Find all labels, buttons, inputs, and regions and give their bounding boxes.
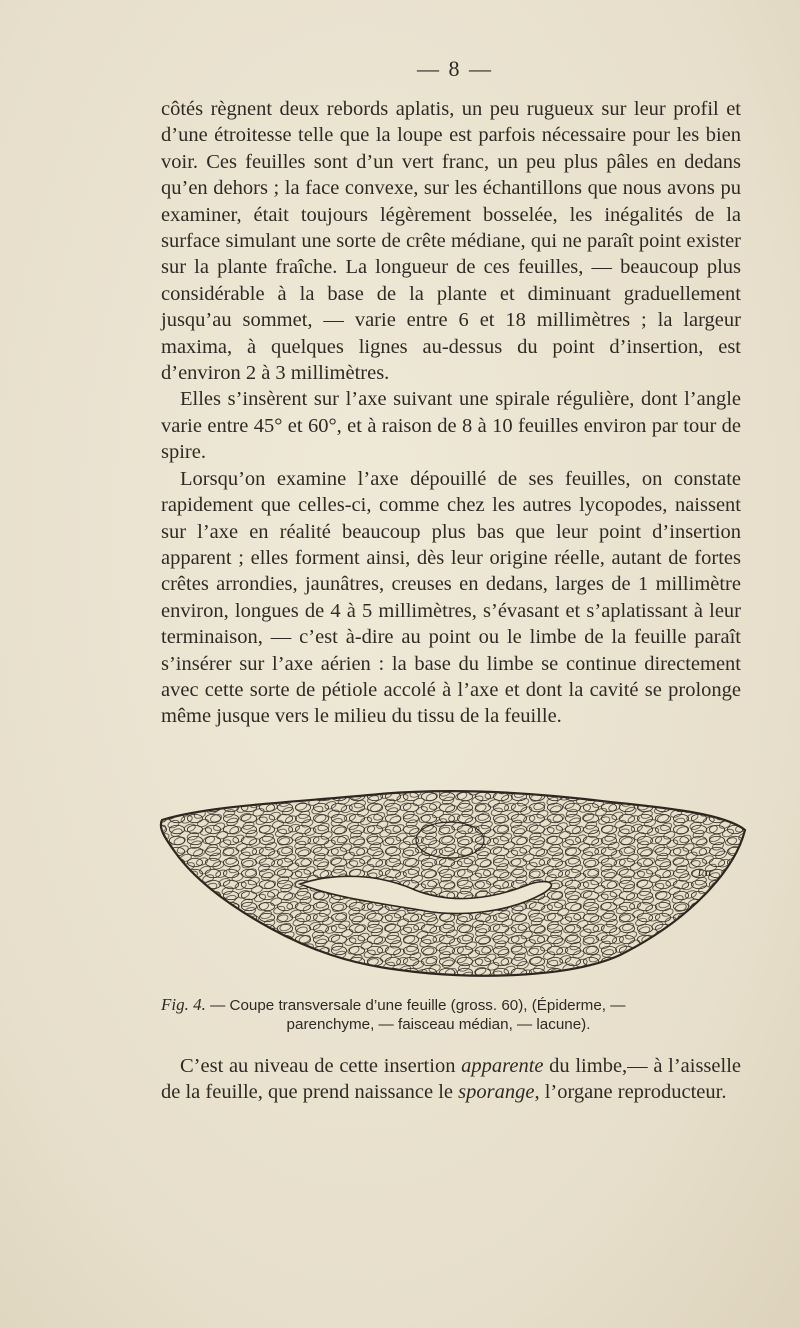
- paragraph-4-emphasis-apparente: apparente: [461, 1055, 544, 1077]
- paragraph-1: côtés règnent deux rebords aplatis, un peu rugueux sur leur profil et d’une étroitesse telle que la loupe est parfois nécessaire pour les bien voir. Ces feuilles sont d’un vert franc, un peu plus pâles en dedans qu’en dehors ; la face convexe, sur les échantillons que nous avons pu examiner, était toujours légèrement bosselée, les inégalités de la surface simulant une sorte de crête médiane, qui ne paraît point exister sur la plante fraîche. La longueur de ces feuilles, — beaucoup plus considérable à la base de la plante et diminuant graduellement jusqu’au sommet, — varie entre 6 et 18 millimètres ; la largeur maxima, à quelques lignes au-dessus du point d’insertion, est d’environ 2 à 3 millimètres.: [161, 98, 741, 385]
- figure-label: Fig. 4.: [161, 995, 206, 1014]
- leaf-cross-section-figure: [150, 780, 750, 980]
- paragraph-4: [161, 1053, 741, 1106]
- paragraph-4-part-1: C’est au niveau de cette insertion: [180, 1055, 462, 1077]
- caption-line-1: — Coupe transversale d’une feuille (gross. 60), (Épiderme, —: [205, 997, 626, 1014]
- paragraph-4-part-2: du limbe,— à l’aisselle de la feuille, que prend naissance le: [161, 1055, 741, 1104]
- main-text: [161, 96, 741, 730]
- leaf-cross-section-illustration: [150, 780, 750, 980]
- figure-annotation: t.a: [698, 864, 712, 879]
- figure-caption: [161, 995, 746, 1034]
- paragraph-2: Elles s’insèrent sur l’axe suivant une spirale régulière, dont l’angle varie entre 45° et 60°, et à raison de 8 à 10 feuilles environ par tour de spire.: [161, 388, 741, 464]
- page-number: — 8 —: [417, 56, 493, 81]
- paragraph-3: Lorsqu’on examine l’axe dépouillé de ses feuilles, on constate rapidement que celles-ci, comme chez les autres lycopodes, naissent sur l’axe en réalité beaucoup plus bas que leur point d’insertion apparent ; elles forment ainsi, dès leur origine réelle, autant de fortes crêtes arrondies, jaunâtres, creuses en dedans, larges de 1 millimètre environ, longues de 4 à 5 millimètres, s’évasant et s’aplatissant à leur terminaison, — c’est à-dire au point ou le limbe de la feuille paraît s’insérer sur l’axe aérien : la base du limbe se continue directement avec cette sorte de pétiole accolé à l’axe et dont la cavité se prolonge même jusque vers le milieu du tissu de la feuille.: [161, 467, 741, 728]
- closing-text: [161, 1053, 741, 1106]
- caption-line-2: parenchyme, — faisceau médian, — lacune).: [286, 1016, 591, 1033]
- paragraph-4-emphasis-sporange: sporange: [458, 1081, 535, 1104]
- paragraph-4-part-3: , l’organe reproducteur.: [534, 1081, 727, 1104]
